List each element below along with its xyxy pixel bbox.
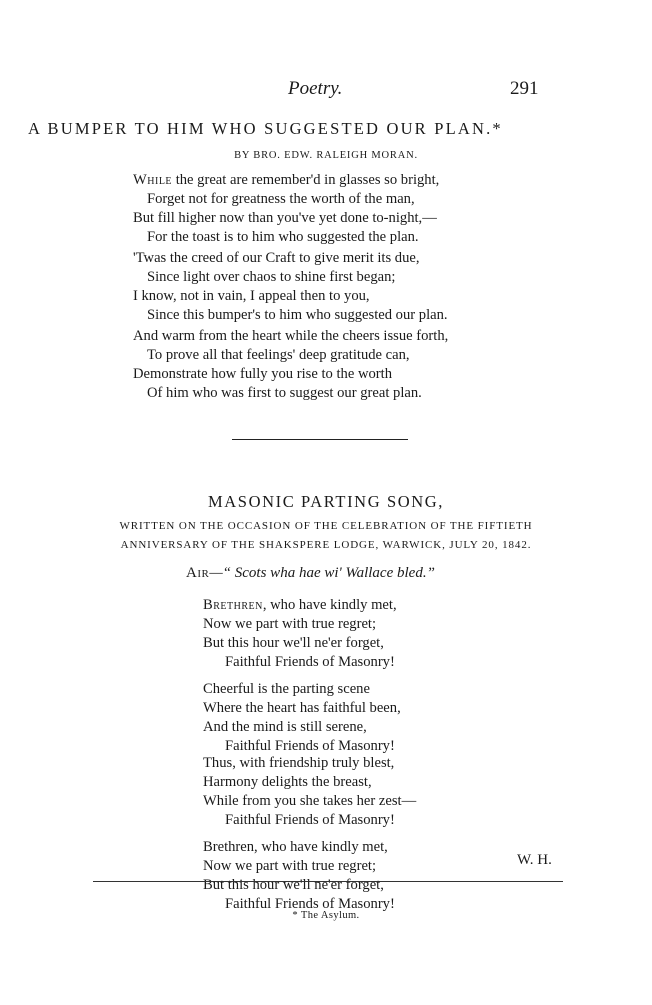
air-tune: —“ Scots wha hae wi' Wallace bled.” bbox=[209, 565, 435, 581]
song-stanza bbox=[203, 754, 416, 830]
poem-line: And the mind is still serene, bbox=[203, 719, 367, 735]
poem-line: To prove all that feelings' deep gratitude can, bbox=[147, 347, 410, 363]
poem1-stanza bbox=[133, 171, 439, 247]
running-title: Poetry. bbox=[288, 78, 343, 99]
poem-line bbox=[203, 596, 397, 615]
poem-line: But fill higher now than you've yet done to-night,— bbox=[133, 210, 437, 226]
poem-line: Forget not for greatness the worth of the man, bbox=[147, 191, 415, 207]
subtitle-line: ANNIVERSARY OF THE SHAKSPERE LODGE, WARWICK, JULY 20, 1842. bbox=[120, 539, 532, 551]
poem-byline: BY BRO. EDW. RALEIGH MORAN. bbox=[234, 150, 418, 161]
footnote-rule bbox=[93, 881, 563, 882]
poem-line: Harmony delights the breast, bbox=[203, 774, 372, 790]
poem-line: Where the heart has faithful been, bbox=[203, 700, 401, 716]
poem1-stanza bbox=[133, 327, 448, 403]
poem-line bbox=[133, 171, 439, 190]
poem-line: Since this bumper's to him who suggested our plan. bbox=[147, 307, 448, 323]
author-signature: W. H. bbox=[517, 852, 552, 868]
poem-line: Of him who was first to suggest our great plan. bbox=[147, 385, 422, 401]
song-stanza bbox=[203, 596, 397, 672]
poem1-stanza bbox=[133, 249, 448, 325]
line-text: the great are remember'd in glasses so bright, bbox=[172, 172, 440, 188]
air-label: Air bbox=[186, 565, 210, 581]
song-stanza bbox=[203, 680, 401, 756]
poem-line: For the toast is to him who suggested the plan. bbox=[147, 229, 419, 245]
refrain-line: Faithful Friends of Masonry! bbox=[225, 896, 395, 912]
song-title: MASONIC PARTING SONG, bbox=[208, 492, 444, 511]
poem-line: I know, not in vain, I appeal then to you, bbox=[133, 288, 370, 304]
stanza-lead-word: Brethren bbox=[203, 597, 263, 613]
running-head bbox=[0, 78, 652, 102]
page-number: 291 bbox=[510, 78, 539, 99]
poem-line: 'Twas the creed of our Craft to give merit its due, bbox=[133, 250, 420, 266]
poem-line: Demonstrate how fully you rise to the worth bbox=[133, 366, 392, 382]
poem-line: Cheerful is the parting scene bbox=[203, 681, 370, 697]
poem-line: Now we part with true regret; bbox=[203, 616, 377, 632]
refrain-line: Faithful Friends of Masonry! bbox=[225, 654, 395, 670]
stanza-lead-word: While bbox=[133, 172, 173, 188]
song-subtitle bbox=[0, 517, 652, 555]
subtitle-line: WRITTEN ON THE OCCASION OF THE CELEBRATION OF THE FIFTIETH bbox=[119, 520, 533, 532]
section-divider bbox=[232, 439, 408, 440]
refrain-line: Faithful Friends of Masonry! bbox=[225, 812, 395, 828]
poem-line: But this hour we'll ne'er forget, bbox=[203, 635, 384, 651]
air-line bbox=[186, 565, 435, 582]
poem-line: Brethren, who have kindly met, bbox=[203, 839, 388, 855]
poem-line: While from you she takes her zest— bbox=[203, 793, 417, 809]
poem-title: A BUMPER TO HIM WHO SUGGESTED OUR PLAN.* bbox=[28, 119, 503, 138]
refrain-line: Faithful Friends of Masonry! bbox=[225, 738, 395, 754]
poem-line: Since light over chaos to shine first began; bbox=[147, 269, 396, 285]
poem-line: But this hour we'll ne'er forget, bbox=[203, 877, 384, 893]
song-stanza bbox=[203, 838, 395, 914]
poem-line: And warm from the heart while the cheers issue forth, bbox=[133, 328, 449, 344]
poem-line: Thus, with friendship truly blest, bbox=[203, 755, 395, 771]
poem-line: Now we part with true regret; bbox=[203, 858, 377, 874]
line-text: , who have kindly met, bbox=[262, 597, 397, 613]
footnote: * The Asylum. bbox=[292, 910, 360, 921]
